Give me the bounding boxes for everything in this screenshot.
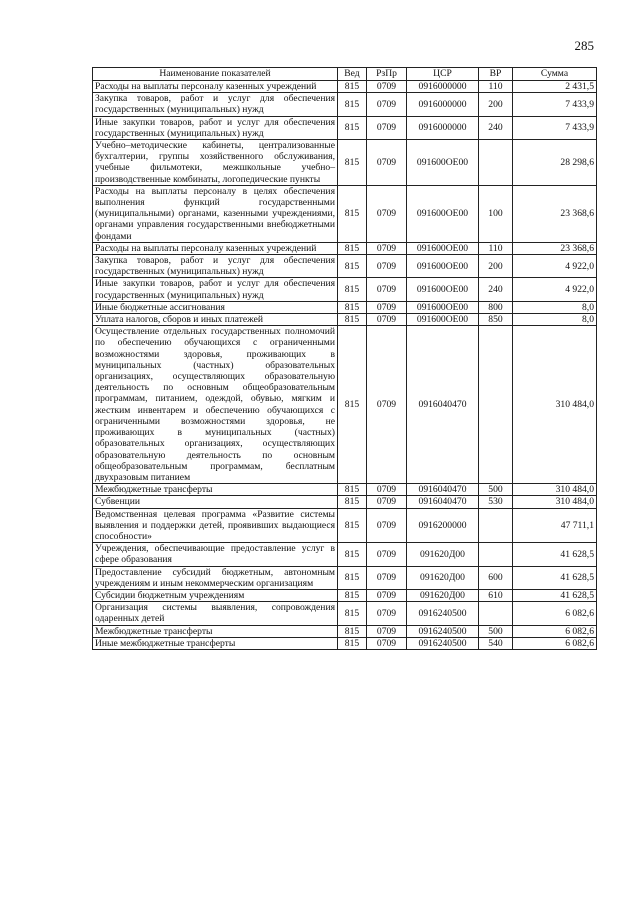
table-row (93, 93, 597, 116)
cell-ved: 815 (338, 314, 367, 326)
cell-vr: 110 (479, 242, 513, 254)
cell-csr: 091600ОЕ00 (407, 242, 479, 254)
header-rzpr: РзПр (367, 68, 407, 81)
cell-ved: 815 (338, 484, 367, 496)
cell-ved: 815 (338, 278, 367, 301)
cell-csr: 0916040470 (407, 484, 479, 496)
table-row (93, 496, 597, 508)
table-row (93, 185, 597, 242)
cell-rzpr: 0709 (367, 602, 407, 625)
table-row (93, 508, 597, 543)
cell-ved: 815 (338, 625, 367, 637)
cell-name: Организация системы выявления, сопровождения одаренных детей (93, 602, 338, 625)
cell-vr: 600 (479, 566, 513, 589)
cell-ved: 815 (338, 185, 367, 242)
header-ved: Вед (338, 68, 367, 81)
cell-sum: 41 628,5 (513, 543, 597, 566)
cell-csr: 0916240500 (407, 625, 479, 637)
cell-vr: 110 (479, 81, 513, 93)
cell-vr: 240 (479, 116, 513, 139)
cell-rzpr: 0709 (367, 508, 407, 543)
cell-csr: 0916240500 (407, 637, 479, 649)
cell-rzpr: 0709 (367, 566, 407, 589)
cell-csr: 0916200000 (407, 508, 479, 543)
cell-rzpr: 0709 (367, 314, 407, 326)
cell-ved: 815 (338, 602, 367, 625)
cell-ved: 815 (338, 116, 367, 139)
cell-csr: 091620Д00 (407, 543, 479, 566)
table-row (93, 81, 597, 93)
cell-name: Расходы на выплаты персоналу в целях обеспечения выполнения функций государственными (муниципальными) органами, казенными учреждениями, органами управления государственными внебюджетными фондами (93, 185, 338, 242)
cell-rzpr: 0709 (367, 625, 407, 637)
table-row (93, 301, 597, 313)
cell-csr: 091600ОЕ00 (407, 301, 479, 313)
header-vr: ВР (479, 68, 513, 81)
cell-rzpr: 0709 (367, 185, 407, 242)
cell-rzpr: 0709 (367, 496, 407, 508)
table-row (93, 589, 597, 601)
cell-sum: 4 922,0 (513, 278, 597, 301)
cell-ved: 815 (338, 242, 367, 254)
cell-name: Учебно–методические кабинеты, централизованные бухгалтерии, группы хозяйственного обслуживания, учебные фильмотеки, межшкольные учебно–производственные комбинаты, логопедические пункты (93, 140, 338, 186)
cell-name: Предоставление субсидий бюджетным, автономным учреждениям и иным некоммерческим организациям (93, 566, 338, 589)
cell-vr (479, 508, 513, 543)
header-name: Наименование показателей (93, 68, 338, 81)
cell-rzpr: 0709 (367, 242, 407, 254)
cell-name: Учреждения, обеспечивающие предоставление услуг в сфере образования (93, 543, 338, 566)
cell-sum: 7 433,9 (513, 93, 597, 116)
cell-name: Субвенции (93, 496, 338, 508)
cell-sum: 4 922,0 (513, 255, 597, 278)
cell-vr (479, 326, 513, 484)
cell-name: Ведомственная целевая программа «Развитие системы выявления и поддержки детей, проявивших выдающиеся способности» (93, 508, 338, 543)
cell-name: Расходы на выплаты персоналу казенных учреждений (93, 242, 338, 254)
cell-rzpr: 0709 (367, 81, 407, 93)
cell-vr: 530 (479, 496, 513, 508)
cell-rzpr: 0709 (367, 140, 407, 186)
cell-csr: 091600ОЕ00 (407, 185, 479, 242)
cell-ved: 815 (338, 81, 367, 93)
page-number: 285 (574, 38, 594, 53)
cell-csr: 0916000000 (407, 93, 479, 116)
cell-rzpr: 0709 (367, 637, 407, 649)
table-row (93, 116, 597, 139)
cell-name: Иные бюджетные ассигнования (93, 301, 338, 313)
cell-csr: 0916040470 (407, 496, 479, 508)
cell-csr: 0916000000 (407, 116, 479, 139)
cell-vr: 500 (479, 625, 513, 637)
cell-sum: 6 082,6 (513, 625, 597, 637)
cell-name: Расходы на выплаты персоналу казенных учреждений (93, 81, 338, 93)
cell-rzpr: 0709 (367, 301, 407, 313)
cell-rzpr: 0709 (367, 93, 407, 116)
table-row (93, 255, 597, 278)
cell-ved: 815 (338, 140, 367, 186)
cell-name: Иные межбюджетные трансферты (93, 637, 338, 649)
cell-csr: 091600ОЕ00 (407, 278, 479, 301)
cell-sum: 23 368,6 (513, 185, 597, 242)
cell-vr (479, 543, 513, 566)
cell-ved: 815 (338, 326, 367, 484)
cell-rzpr: 0709 (367, 589, 407, 601)
cell-csr: 091600ОЕ00 (407, 140, 479, 186)
cell-rzpr: 0709 (367, 543, 407, 566)
cell-vr: 100 (479, 185, 513, 242)
table-row (93, 566, 597, 589)
cell-rzpr: 0709 (367, 326, 407, 484)
cell-vr: 200 (479, 255, 513, 278)
cell-vr: 540 (479, 637, 513, 649)
table-row (93, 326, 597, 484)
cell-sum: 6 082,6 (513, 637, 597, 649)
cell-sum: 7 433,9 (513, 116, 597, 139)
cell-ved: 815 (338, 93, 367, 116)
table-row (93, 625, 597, 637)
cell-name: Уплата налогов, сборов и иных платежей (93, 314, 338, 326)
cell-sum: 6 082,6 (513, 602, 597, 625)
cell-name: Иные закупки товаров, работ и услуг для обеспечения государственных (муниципальных) нужд (93, 116, 338, 139)
cell-sum: 8,0 (513, 301, 597, 313)
cell-name: Закупка товаров, работ и услуг для обеспечения государственных (муниципальных) нужд (93, 93, 338, 116)
cell-name: Осуществление отдельных государственных полномочий по обеспечению обучающихся с ограниченными возможностями здоровья, проживающих в муниципальных (частных) образовательных организациях, осуществляющих образовательную деятельность по основным общеобразовательным программам, питанием, одеждой, обувью, мягким и жестким инвентарем и обеспечению обучающихся с ограниченными возможностями здоровья, не проживающих в муниципальных (частных) образовательных организациях, осуществляющих образовательную деятельность по основным общеобразовательным программам, бесплатным двухразовым питанием (93, 326, 338, 484)
cell-csr: 091620Д00 (407, 589, 479, 601)
cell-ved: 815 (338, 637, 367, 649)
table-header-row (93, 68, 597, 81)
cell-sum: 2 431,5 (513, 81, 597, 93)
cell-rzpr: 0709 (367, 484, 407, 496)
header-csr: ЦСР (407, 68, 479, 81)
cell-ved: 815 (338, 589, 367, 601)
cell-vr: 850 (479, 314, 513, 326)
cell-vr: 610 (479, 589, 513, 601)
cell-sum: 47 711,1 (513, 508, 597, 543)
cell-vr: 200 (479, 93, 513, 116)
cell-rzpr: 0709 (367, 278, 407, 301)
cell-vr (479, 140, 513, 186)
cell-name: Межбюджетные трансферты (93, 625, 338, 637)
cell-sum: 28 298,6 (513, 140, 597, 186)
cell-vr: 240 (479, 278, 513, 301)
table-body (93, 81, 597, 650)
table-row (93, 242, 597, 254)
cell-csr: 0916040470 (407, 326, 479, 484)
cell-sum: 310 484,0 (513, 484, 597, 496)
header-sum: Сумма (513, 68, 597, 81)
budget-table (92, 67, 597, 650)
cell-sum: 41 628,5 (513, 566, 597, 589)
cell-sum: 310 484,0 (513, 496, 597, 508)
cell-sum: 23 368,6 (513, 242, 597, 254)
table-row (93, 543, 597, 566)
cell-ved: 815 (338, 255, 367, 278)
table-row (93, 278, 597, 301)
cell-name: Субсидии бюджетным учреждениям (93, 589, 338, 601)
table-row (93, 602, 597, 625)
cell-vr: 500 (479, 484, 513, 496)
cell-csr: 091600ОЕ00 (407, 255, 479, 278)
cell-sum: 41 628,5 (513, 589, 597, 601)
cell-sum: 310 484,0 (513, 326, 597, 484)
cell-csr: 091620Д00 (407, 566, 479, 589)
cell-name: Иные закупки товаров, работ и услуг для обеспечения государственных (муниципальных) нужд (93, 278, 338, 301)
cell-csr: 091600ОЕ00 (407, 314, 479, 326)
cell-vr: 800 (479, 301, 513, 313)
cell-rzpr: 0709 (367, 116, 407, 139)
cell-ved: 815 (338, 566, 367, 589)
cell-sum: 8,0 (513, 314, 597, 326)
cell-ved: 815 (338, 301, 367, 313)
cell-vr (479, 602, 513, 625)
cell-ved: 815 (338, 496, 367, 508)
table-row (93, 140, 597, 186)
cell-rzpr: 0709 (367, 255, 407, 278)
cell-ved: 815 (338, 543, 367, 566)
table-row (93, 484, 597, 496)
cell-name: Закупка товаров, работ и услуг для обеспечения государственных (муниципальных) нужд (93, 255, 338, 278)
table-row (93, 637, 597, 649)
cell-csr: 0916000000 (407, 81, 479, 93)
cell-ved: 815 (338, 508, 367, 543)
table-row (93, 314, 597, 326)
cell-name: Межбюджетные трансферты (93, 484, 338, 496)
cell-csr: 0916240500 (407, 602, 479, 625)
